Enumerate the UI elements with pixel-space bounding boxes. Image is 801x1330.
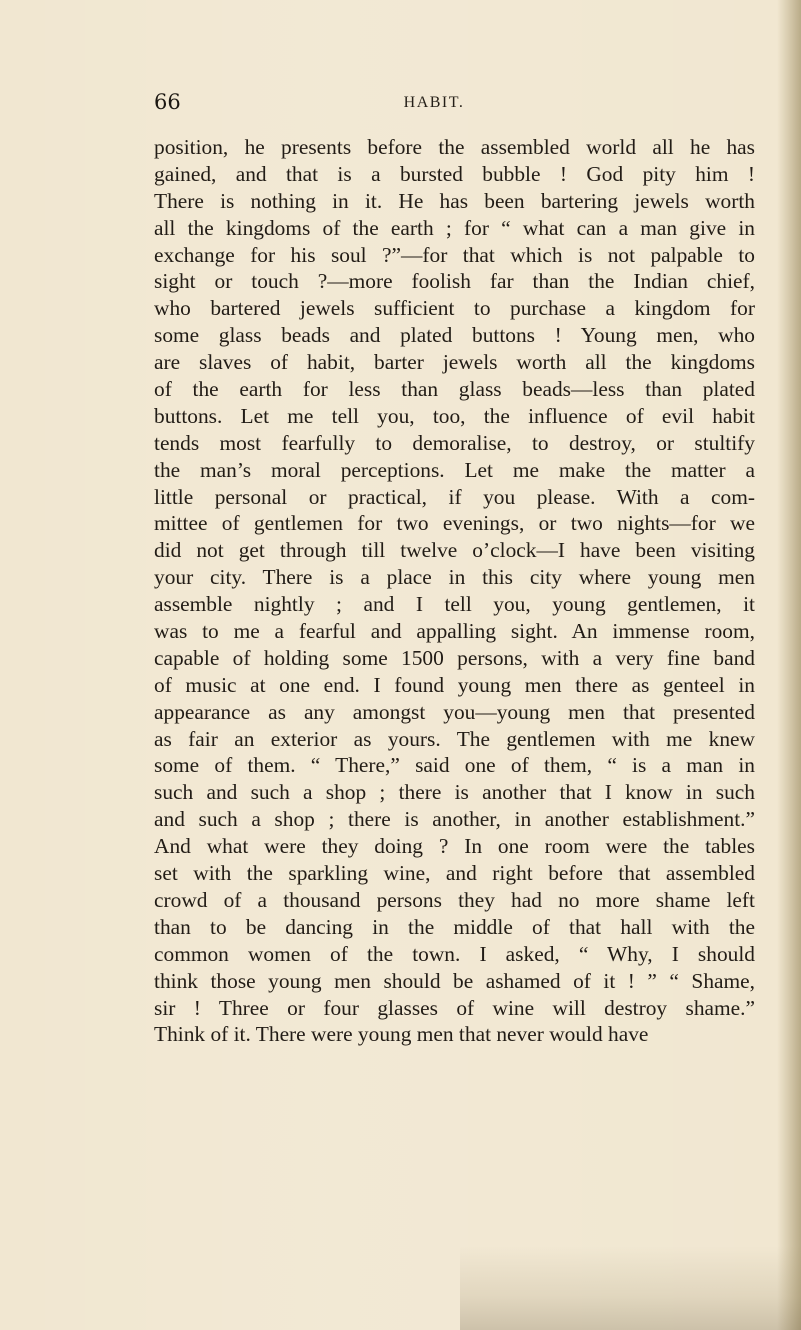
- text-line: your city. There is a place in this city where young men: [154, 565, 755, 590]
- text-line: buttons. Let me tell you, too, the influence of evil habit: [154, 403, 755, 428]
- text-line: common women of the town. I asked, “ Why, I should: [154, 941, 755, 966]
- text-line: sight or touch ?—more foolish far than the Indian chief,: [154, 269, 755, 294]
- body-text: [154, 134, 755, 1048]
- bottom-corner-shadow: [460, 1246, 801, 1330]
- text-line: some glass beads and plated buttons ! Young men, who: [154, 323, 755, 348]
- page-number: 66: [154, 90, 181, 114]
- text-line: are slaves of habit, barter jewels worth all the kingdoms: [154, 350, 755, 375]
- text-line: did not get through till twelve o’clock—I have been visiting: [154, 538, 755, 563]
- running-head: HABIT.: [403, 94, 465, 111]
- text-line: There is nothing in it. He has been bartering jewels worth: [154, 188, 755, 213]
- text-line: was to me a fearful and appalling sight. An immense room,: [154, 619, 755, 644]
- text-line: such and such a shop ; there is another that I know in such: [154, 780, 755, 805]
- text-line: And what were they doing ? In one room were the tables: [154, 834, 755, 859]
- text-line: capable of holding some 1500 persons, with a very fine band: [154, 645, 755, 670]
- text-line: assemble nightly ; and I tell you, young gentlemen, it: [154, 592, 755, 617]
- page-header: [154, 88, 754, 116]
- text-line: gained, and that is a bursted bubble ! God pity him !: [154, 161, 755, 186]
- text-line: who bartered jewels sufficient to purchase a kingdom for: [154, 296, 755, 321]
- text-line: the man’s moral perceptions. Let me make the matter a: [154, 457, 755, 482]
- text-line: as fair an exterior as yours. The gentlemen with me knew: [154, 726, 755, 751]
- text-line: position, he presents before the assembled world all he has: [154, 135, 755, 159]
- text-line: crowd of a thousand persons they had no more shame left: [154, 887, 755, 912]
- text-line: mittee of gentlemen for two evenings, or two nights—for we: [154, 511, 755, 536]
- page-edge-shadow: [777, 0, 801, 1330]
- text-line: and such a shop ; there is another, in another establishment.”: [154, 807, 755, 832]
- text-line: than to be dancing in the middle of that hall with the: [154, 914, 755, 939]
- text-line: set with the sparkling wine, and right before that assembled: [154, 861, 755, 886]
- text-line: some of them. “ There,” said one of them, “ is a man in: [154, 753, 755, 778]
- text-line: appearance as any amongst you—young men that presented: [154, 699, 755, 724]
- text-line: of music at one end. I found young men there as genteel in: [154, 672, 755, 697]
- text-line: all the kingdoms of the earth ; for “ what can a man give in: [154, 215, 755, 240]
- text-line: sir ! Three or four glasses of wine will destroy shame.”: [154, 995, 755, 1020]
- text-line: tends most fearfully to demoralise, to destroy, or stultify: [154, 430, 755, 455]
- text-line: little personal or practical, if you please. With a com-: [154, 484, 755, 509]
- text-line: exchange for his soul ?”—for that which is not palpable to: [154, 242, 755, 267]
- text-line: of the earth for less than glass beads—less than plated: [154, 377, 755, 402]
- text-line: Think of it. There were young men that never would have: [154, 1022, 649, 1047]
- text-line: think those young men should be ashamed of it ! ” “ Shame,: [154, 968, 755, 993]
